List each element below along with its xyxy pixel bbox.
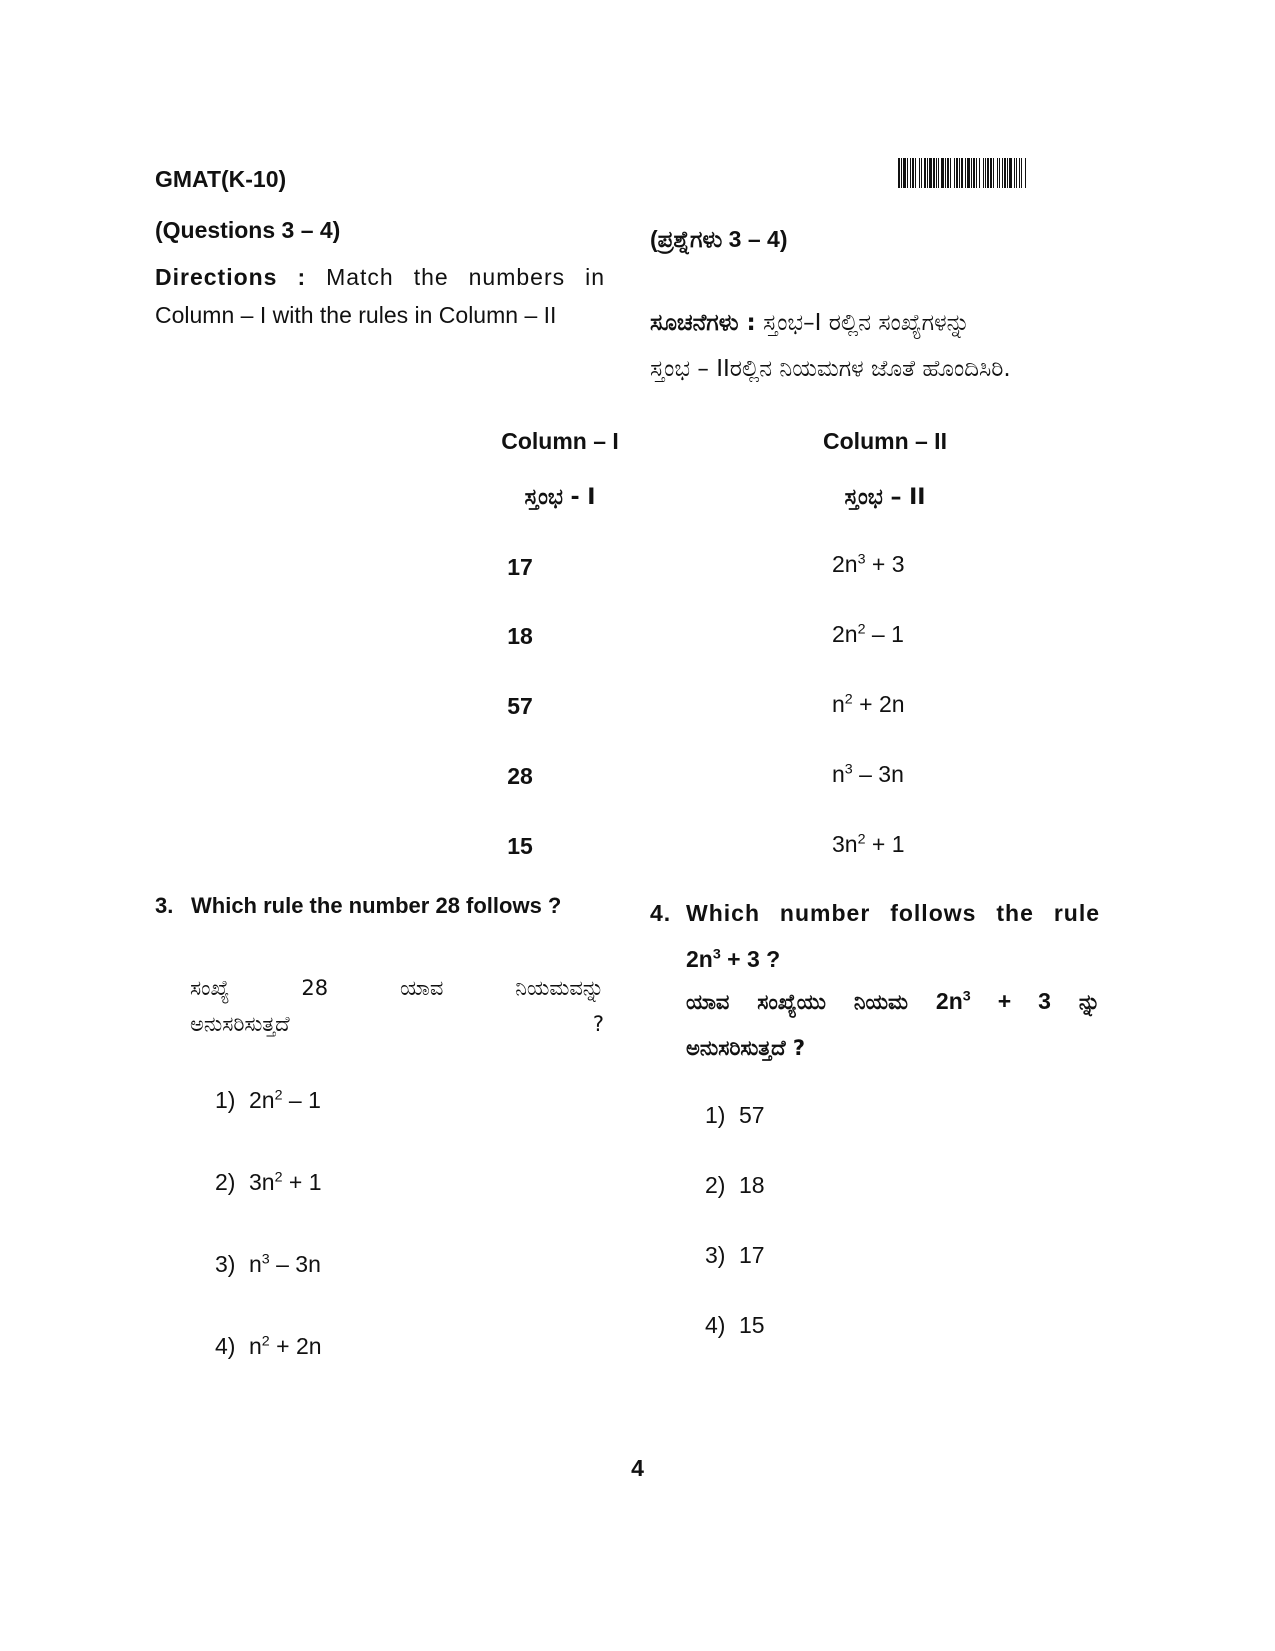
questions-range-kannada: (ಪ್ರಶ್ನೆಗಳು 3 – 4) (650, 226, 788, 252)
directions-kannada-line1: ಸ್ತಂಭ–I ರಲ್ಲಿನ ಸಂಖ್ಯೆಗಳನ್ನು (763, 310, 970, 336)
column1-value: 18 (507, 623, 533, 649)
column2-rule: $3n^2 + 1$ (832, 831, 905, 857)
question3-number: 3. (155, 893, 174, 918)
directions-kannada-label: ಸೂಚನೆಗಳು : (650, 310, 756, 336)
column1-value: 57 (507, 693, 533, 719)
question3-option[interactable]: 1) $2n^2 - 1$ (215, 1087, 321, 1113)
directions-kannada (650, 300, 1100, 392)
question4-option[interactable]: 1) 57 (705, 1102, 765, 1128)
column2-rule: $n^2 + 2n$ (832, 691, 905, 717)
column1-value: 15 (507, 833, 533, 859)
directions-label: Directions : (155, 264, 307, 290)
column1-value: 17 (507, 554, 533, 580)
question4-option[interactable]: 4) 15 (705, 1312, 765, 1338)
question3-option[interactable]: 4) $n^2 + 2n$ (215, 1333, 322, 1359)
directions-english (155, 258, 605, 334)
column2-rule: $2n^2 - 1$ (832, 621, 904, 647)
question3-option[interactable]: 2) $3n^2 + 1$ (215, 1169, 322, 1195)
directions-kannada-line2: ಸ್ತಂಭ – IIರಲ್ಲಿನ ನಿಯಮಗಳ ಜೊತೆ ಹೊಂದಿಸಿರಿ. (650, 356, 1011, 382)
question4-text: 4. Which number follows the rule $2n^3 + 3$ ? (650, 890, 1100, 982)
column2-rule: $2n^3 + 3$ (832, 551, 905, 577)
column1-value: 28 (507, 763, 533, 789)
column1-heading: Column – I (501, 428, 619, 454)
question3-kannada: ಸಂಖ್ಯೆ 28 ಯಾವ ನಿಯಮವನ್ನು ಅನುಸರಿಸುತ್ತದೆ ? (190, 976, 604, 1036)
question4-kannada: ಯಾವ ಸಂಖ್ಯೆಯು ನಿಯಮ $2n^3 + 3$ ನ್ನು ಅನುಸರಿಸುತ್ತದೆ ? (686, 988, 1101, 1060)
question4-option[interactable]: 2) 18 (705, 1172, 765, 1198)
questions-range-english: (Questions 3 – 4) (155, 217, 341, 243)
column2-kannada-heading: ಸ್ತಂಭ – II (844, 485, 926, 510)
directions-text-line2: Column – I with the rules in Column – II (155, 302, 557, 328)
column2-rule: $n^3 - 3n$ (832, 761, 904, 787)
column2-heading: Column – II (823, 428, 947, 454)
question4-option[interactable]: 3) 17 (705, 1242, 765, 1268)
question3-text: 3. Which rule the number 28 follows ? (155, 893, 562, 918)
barcode (898, 158, 1096, 188)
directions-text-line1: Match the numbers in (326, 264, 605, 290)
exam-code: GMAT(K-10) (155, 166, 287, 192)
question4-number: 4. (650, 900, 672, 926)
column1-kannada-heading: ಸ್ತಂಭ - I (524, 485, 596, 510)
page-number: 4 (631, 1455, 644, 1481)
question3-option[interactable]: 3) $n^3 - 3n$ (215, 1251, 321, 1277)
